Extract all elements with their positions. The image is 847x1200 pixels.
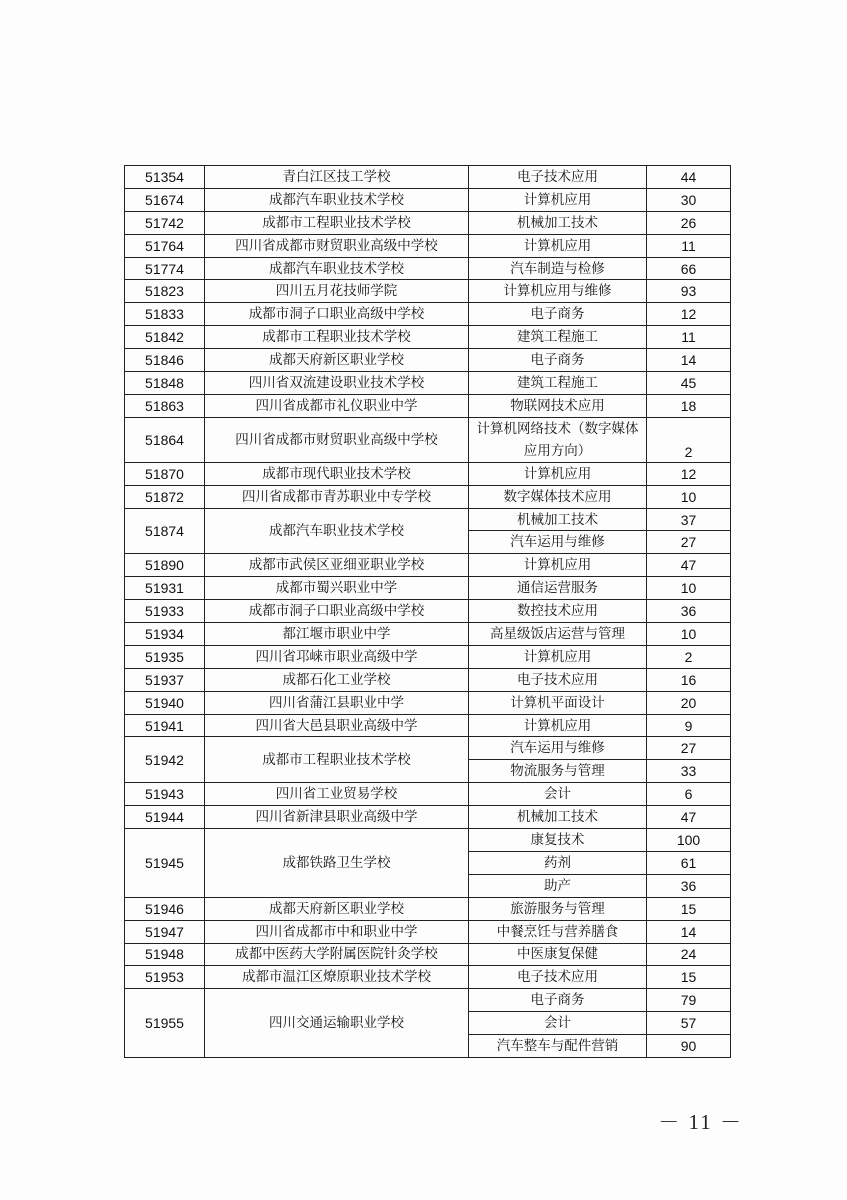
major-name-cell: 高星级饭店运营与管理 [469, 623, 647, 646]
table-row [125, 668, 731, 691]
enrollment-count-cell: 10 [647, 577, 731, 600]
enrollment-count-cell: 100 [647, 829, 731, 852]
school-name-cell: 成都市洞子口职业高级中学校 [205, 600, 469, 623]
school-code-cell: 51946 [125, 897, 205, 920]
table-row [125, 417, 731, 462]
major-name-cell: 建筑工程施工 [469, 326, 647, 349]
enrollment-count-cell: 33 [647, 760, 731, 783]
school-code-cell: 51864 [125, 417, 205, 462]
enrollment-count-cell: 11 [647, 326, 731, 349]
school-name-cell: 四川省邛崃市职业高级中学 [205, 645, 469, 668]
major-name-cell: 机械加工技术 [469, 211, 647, 234]
major-name-cell: 计算机应用 [469, 462, 647, 485]
school-name-cell: 四川交通运输职业学校 [205, 989, 469, 1058]
school-code-cell: 51846 [125, 349, 205, 372]
school-name-cell: 成都铁路卫生学校 [205, 829, 469, 898]
enrollment-count-cell: 10 [647, 485, 731, 508]
school-code-cell: 51742 [125, 211, 205, 234]
school-code-cell: 51953 [125, 966, 205, 989]
table-row [125, 623, 731, 646]
school-code-cell: 51354 [125, 166, 205, 189]
school-code-cell: 51823 [125, 280, 205, 303]
school-name-cell: 成都市洞子口职业高级中学校 [205, 303, 469, 326]
school-name-cell: 四川省成都市中和职业中学 [205, 920, 469, 943]
enrollment-count-cell: 6 [647, 783, 731, 806]
table-row [125, 394, 731, 417]
major-name-cell: 汽车制造与检修 [469, 257, 647, 280]
school-name-cell: 四川省成都市财贸职业高级中学校 [205, 417, 469, 462]
school-name-cell: 成都市现代职业技术学校 [205, 462, 469, 485]
major-name-cell: 电子技术应用 [469, 668, 647, 691]
enrollment-count-cell: 14 [647, 920, 731, 943]
major-name-cell: 电子技术应用 [469, 166, 647, 189]
enrollment-count-cell: 79 [647, 989, 731, 1012]
enrollment-count-cell: 93 [647, 280, 731, 303]
table-row [125, 783, 731, 806]
school-name-cell: 四川省大邑县职业高级中学 [205, 714, 469, 737]
enrollment-count-cell: 30 [647, 188, 731, 211]
school-name-cell: 成都市温江区燎原职业技术学校 [205, 966, 469, 989]
school-name-cell: 成都汽车职业技术学校 [205, 508, 469, 554]
enrollment-count-cell: 14 [647, 349, 731, 372]
table-row [125, 211, 731, 234]
school-code-cell: 51774 [125, 257, 205, 280]
major-name-cell: 中餐烹饪与营养膳食 [469, 920, 647, 943]
school-name-cell: 成都天府新区职业学校 [205, 897, 469, 920]
school-code-cell: 51872 [125, 485, 205, 508]
enrollment-count-cell: 45 [647, 372, 731, 395]
enrollment-count-cell: 61 [647, 851, 731, 874]
school-code-cell: 51848 [125, 372, 205, 395]
school-name-cell: 成都天府新区职业学校 [205, 349, 469, 372]
table-row [125, 349, 731, 372]
table-row [125, 554, 731, 577]
school-code-cell: 51934 [125, 623, 205, 646]
school-name-cell: 成都石化工业学校 [205, 668, 469, 691]
major-name-cell: 机械加工技术 [469, 508, 647, 531]
table-row [125, 166, 731, 189]
enrollment-count-cell: 47 [647, 806, 731, 829]
table-row [125, 257, 731, 280]
school-name-cell: 四川五月花技师学院 [205, 280, 469, 303]
table-row [125, 485, 731, 508]
school-code-cell: 51764 [125, 234, 205, 257]
school-name-cell: 四川省双流建设职业技术学校 [205, 372, 469, 395]
major-name-cell: 物联网技术应用 [469, 394, 647, 417]
enrollment-count-cell: 18 [647, 394, 731, 417]
major-name-cell: 汽车整车与配件营销 [469, 1035, 647, 1058]
school-name-cell: 四川省蒲江县职业中学 [205, 691, 469, 714]
school-code-cell: 51940 [125, 691, 205, 714]
major-name-cell: 旅游服务与管理 [469, 897, 647, 920]
school-name-cell: 四川省成都市青苏职业中专学校 [205, 485, 469, 508]
major-name-cell: 电子商务 [469, 989, 647, 1012]
school-name-cell: 成都市工程职业技术学校 [205, 737, 469, 783]
enrollment-count-cell: 9 [647, 714, 731, 737]
enrollment-count-cell: 27 [647, 737, 731, 760]
major-name-cell: 计算机应用 [469, 554, 647, 577]
enrollment-count-cell: 90 [647, 1035, 731, 1058]
major-name-cell: 中医康复保健 [469, 943, 647, 966]
major-name-cell: 机械加工技术 [469, 806, 647, 829]
school-code-cell: 51945 [125, 829, 205, 898]
enrollment-count-cell: 11 [647, 234, 731, 257]
table-row [125, 462, 731, 485]
school-code-cell: 51944 [125, 806, 205, 829]
enrollment-table [124, 165, 731, 1058]
table-row [125, 303, 731, 326]
table-row [125, 600, 731, 623]
major-name-cell: 汽车运用与维修 [469, 737, 647, 760]
school-code-cell: 51931 [125, 577, 205, 600]
enrollment-count-cell: 15 [647, 897, 731, 920]
school-name-cell: 四川省工业贸易学校 [205, 783, 469, 806]
major-name-cell: 计算机应用 [469, 714, 647, 737]
major-name-cell: 药剂 [469, 851, 647, 874]
enrollment-count-cell: 27 [647, 531, 731, 554]
school-code-cell: 51943 [125, 783, 205, 806]
enrollment-count-cell: 16 [647, 668, 731, 691]
enrollment-count-cell: 24 [647, 943, 731, 966]
major-name-cell: 计算机平面设计 [469, 691, 647, 714]
enrollment-count-cell: 12 [647, 462, 731, 485]
table-row [125, 577, 731, 600]
table-row [125, 372, 731, 395]
table-row [125, 691, 731, 714]
enrollment-count-cell: 66 [647, 257, 731, 280]
school-code-cell: 51955 [125, 989, 205, 1058]
table-row [125, 508, 731, 531]
major-name-cell: 会计 [469, 783, 647, 806]
table-row [125, 920, 731, 943]
major-name-cell: 计算机网络技术（数字媒体应用方向） [469, 417, 647, 462]
table-row [125, 897, 731, 920]
school-name-cell: 成都中医药大学附属医院针灸学校 [205, 943, 469, 966]
school-code-cell: 51890 [125, 554, 205, 577]
school-code-cell: 51833 [125, 303, 205, 326]
school-name-cell: 成都市工程职业技术学校 [205, 211, 469, 234]
enrollment-count-cell: 44 [647, 166, 731, 189]
enrollment-count-cell: 10 [647, 623, 731, 646]
enrollment-count-cell: 12 [647, 303, 731, 326]
enrollment-count-cell: 2 [647, 417, 731, 462]
table-row [125, 280, 731, 303]
school-code-cell: 51947 [125, 920, 205, 943]
table-row [125, 943, 731, 966]
major-name-cell: 电子商务 [469, 349, 647, 372]
major-name-cell: 建筑工程施工 [469, 372, 647, 395]
table-row [125, 966, 731, 989]
school-name-cell: 都江堰市职业中学 [205, 623, 469, 646]
major-name-cell: 计算机应用与维修 [469, 280, 647, 303]
major-name-cell: 通信运营服务 [469, 577, 647, 600]
enrollment-count-cell: 20 [647, 691, 731, 714]
enrollment-count-cell: 15 [647, 966, 731, 989]
school-code-cell: 51942 [125, 737, 205, 783]
table-row [125, 714, 731, 737]
table-row [125, 829, 731, 852]
school-code-cell: 51948 [125, 943, 205, 966]
school-code-cell: 51842 [125, 326, 205, 349]
school-name-cell: 四川省成都市财贸职业高级中学校 [205, 234, 469, 257]
major-name-cell: 康复技术 [469, 829, 647, 852]
school-code-cell: 51874 [125, 508, 205, 554]
school-name-cell: 四川省成都市礼仪职业中学 [205, 394, 469, 417]
major-name-cell: 助产 [469, 874, 647, 897]
enrollment-count-cell: 2 [647, 645, 731, 668]
school-name-cell: 青白江区技工学校 [205, 166, 469, 189]
major-name-cell: 计算机应用 [469, 188, 647, 211]
enrollment-count-cell: 26 [647, 211, 731, 234]
school-code-cell: 51935 [125, 645, 205, 668]
table-row [125, 234, 731, 257]
school-code-cell: 51674 [125, 188, 205, 211]
major-name-cell: 数控技术应用 [469, 600, 647, 623]
table-row [125, 645, 731, 668]
major-name-cell: 电子技术应用 [469, 966, 647, 989]
table-body [125, 166, 731, 1058]
table-row [125, 326, 731, 349]
table-row [125, 188, 731, 211]
school-code-cell: 51870 [125, 462, 205, 485]
enrollment-count-cell: 37 [647, 508, 731, 531]
table-row [125, 806, 731, 829]
enrollment-count-cell: 36 [647, 874, 731, 897]
school-code-cell: 51863 [125, 394, 205, 417]
major-name-cell: 数字媒体技术应用 [469, 485, 647, 508]
school-name-cell: 四川省新津县职业高级中学 [205, 806, 469, 829]
major-name-cell: 电子商务 [469, 303, 647, 326]
school-code-cell: 51933 [125, 600, 205, 623]
school-code-cell: 51937 [125, 668, 205, 691]
major-name-cell: 计算机应用 [469, 645, 647, 668]
table-row [125, 989, 731, 1012]
enrollment-count-cell: 36 [647, 600, 731, 623]
enrollment-count-cell: 47 [647, 554, 731, 577]
major-name-cell: 物流服务与管理 [469, 760, 647, 783]
school-name-cell: 成都市工程职业技术学校 [205, 326, 469, 349]
major-name-cell: 汽车运用与维修 [469, 531, 647, 554]
table-row [125, 737, 731, 760]
page-number: － 11 － [658, 1110, 743, 1134]
school-name-cell: 成都市蜀兴职业中学 [205, 577, 469, 600]
school-name-cell: 成都汽车职业技术学校 [205, 257, 469, 280]
major-name-cell: 计算机应用 [469, 234, 647, 257]
school-code-cell: 51941 [125, 714, 205, 737]
school-name-cell: 成都汽车职业技术学校 [205, 188, 469, 211]
major-name-cell: 会计 [469, 1012, 647, 1035]
enrollment-count-cell: 57 [647, 1012, 731, 1035]
school-name-cell: 成都市武侯区亚细亚职业学校 [205, 554, 469, 577]
